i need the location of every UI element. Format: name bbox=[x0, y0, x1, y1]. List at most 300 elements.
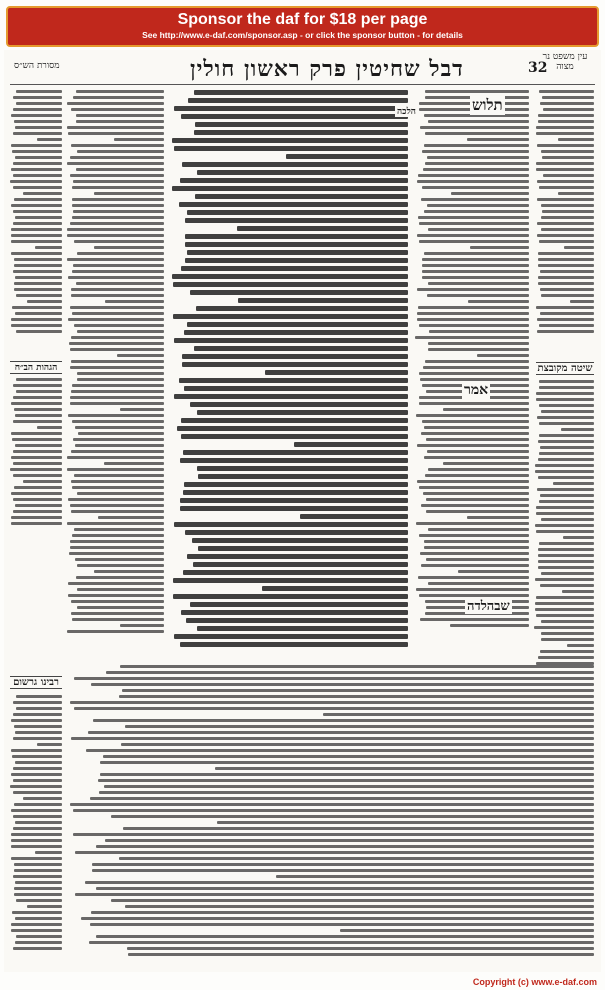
text-line bbox=[71, 510, 164, 513]
text-line bbox=[185, 258, 408, 263]
text-line bbox=[11, 749, 62, 752]
text-line bbox=[14, 408, 62, 411]
text-line bbox=[420, 552, 529, 555]
text-line bbox=[92, 863, 594, 866]
text-line bbox=[11, 845, 62, 848]
text-line bbox=[67, 126, 164, 129]
text-line bbox=[422, 186, 529, 189]
text-line bbox=[72, 186, 164, 189]
text-line bbox=[104, 462, 164, 465]
text-line bbox=[428, 342, 529, 345]
text-line bbox=[286, 154, 408, 159]
text-line bbox=[98, 516, 164, 519]
keyword-shebehaldah: שבהלדה bbox=[467, 599, 510, 614]
text-line bbox=[181, 610, 408, 615]
text-line bbox=[470, 246, 529, 249]
text-line bbox=[16, 378, 62, 381]
text-line bbox=[421, 198, 529, 201]
text-line bbox=[103, 755, 594, 758]
text-line bbox=[181, 114, 408, 119]
text-line bbox=[537, 234, 594, 237]
text-line bbox=[70, 222, 164, 225]
text-line bbox=[11, 432, 62, 435]
text-line bbox=[106, 671, 594, 674]
text-line bbox=[68, 498, 164, 501]
text-line bbox=[419, 534, 529, 537]
text-line bbox=[535, 524, 594, 527]
text-line bbox=[426, 558, 529, 561]
text-line bbox=[428, 528, 529, 531]
text-line bbox=[77, 252, 164, 255]
text-line bbox=[71, 288, 164, 291]
text-line bbox=[537, 198, 594, 201]
text-line bbox=[543, 108, 594, 111]
text-line bbox=[11, 516, 62, 519]
text-line bbox=[197, 626, 408, 631]
text-line bbox=[537, 180, 594, 183]
text-line bbox=[536, 506, 594, 509]
text-line bbox=[72, 534, 164, 537]
text-line bbox=[538, 554, 594, 557]
text-line bbox=[180, 498, 408, 503]
text-line bbox=[416, 414, 529, 417]
text-line bbox=[100, 773, 594, 776]
text-line bbox=[119, 695, 594, 698]
text-line bbox=[172, 138, 408, 143]
text-line bbox=[104, 785, 594, 788]
text-line bbox=[192, 538, 408, 543]
text-line bbox=[276, 875, 594, 878]
text-line bbox=[542, 96, 594, 99]
text-line bbox=[538, 120, 594, 123]
keyword-talush: תלוש bbox=[472, 96, 503, 114]
text-line bbox=[13, 701, 62, 704]
text-line bbox=[428, 282, 529, 285]
text-line bbox=[427, 450, 529, 453]
text-line bbox=[561, 428, 594, 431]
text-line bbox=[429, 330, 529, 333]
text-line bbox=[540, 650, 594, 653]
page-number: 32 bbox=[528, 60, 548, 76]
text-line bbox=[541, 638, 594, 641]
text-line bbox=[421, 504, 529, 507]
text-line bbox=[541, 216, 594, 219]
text-line bbox=[536, 596, 594, 599]
text-line bbox=[186, 618, 408, 623]
text-line bbox=[174, 394, 408, 399]
text-line bbox=[12, 755, 62, 758]
text-line bbox=[13, 875, 62, 878]
text-line bbox=[567, 644, 594, 647]
text-line bbox=[195, 194, 408, 199]
text-line bbox=[72, 270, 164, 273]
rabbeinu-gershom-heading: רבינו גרשום bbox=[10, 676, 62, 689]
text-line bbox=[14, 282, 62, 285]
text-line bbox=[92, 869, 594, 872]
text-line bbox=[76, 576, 164, 579]
text-line bbox=[120, 624, 164, 627]
shita-mekubetzet-heading: שיטה מקובצת bbox=[537, 363, 593, 374]
text-line bbox=[238, 298, 408, 303]
text-line bbox=[538, 548, 594, 551]
text-line bbox=[183, 490, 408, 495]
text-line bbox=[11, 809, 62, 812]
text-line bbox=[70, 504, 164, 507]
text-line bbox=[262, 586, 408, 591]
text-line bbox=[418, 306, 529, 309]
text-line bbox=[117, 354, 164, 357]
text-line bbox=[538, 252, 594, 255]
text-line bbox=[172, 186, 408, 191]
text-line bbox=[11, 929, 62, 932]
text-line bbox=[70, 803, 594, 806]
text-line bbox=[173, 578, 408, 583]
text-line bbox=[539, 380, 594, 383]
text-line bbox=[72, 204, 164, 207]
rabbeinu-gershom-column bbox=[10, 695, 62, 955]
text-line bbox=[185, 218, 408, 223]
text-line bbox=[15, 821, 62, 824]
text-line bbox=[16, 695, 62, 698]
text-line bbox=[10, 785, 62, 788]
text-line bbox=[122, 689, 594, 692]
text-line bbox=[180, 642, 408, 647]
text-line bbox=[13, 510, 62, 513]
text-line bbox=[467, 516, 529, 519]
text-line bbox=[68, 318, 164, 321]
text-line bbox=[73, 180, 164, 183]
text-line bbox=[77, 588, 164, 591]
sponsor-banner-title[interactable]: Sponsor the daf for $18 per page bbox=[177, 11, 428, 28]
text-line bbox=[540, 312, 594, 315]
text-line bbox=[15, 881, 62, 884]
text-line bbox=[300, 514, 408, 519]
copyright-link[interactable]: Copyright (c) www.e-daf.com bbox=[472, 977, 597, 987]
text-line bbox=[11, 456, 62, 459]
text-line bbox=[187, 210, 408, 215]
text-line bbox=[425, 90, 529, 93]
text-line bbox=[111, 815, 594, 818]
text-line bbox=[417, 234, 529, 237]
text-line bbox=[71, 480, 164, 483]
text-line bbox=[75, 426, 164, 429]
text-line bbox=[539, 500, 594, 503]
text-line bbox=[538, 476, 594, 479]
text-line bbox=[73, 210, 164, 213]
text-line bbox=[69, 552, 164, 555]
text-line bbox=[174, 522, 408, 527]
text-line bbox=[75, 851, 594, 854]
text-line bbox=[86, 749, 594, 752]
text-line bbox=[179, 202, 408, 207]
text-line bbox=[96, 845, 594, 848]
text-line bbox=[70, 701, 594, 704]
text-line bbox=[71, 737, 594, 740]
text-line bbox=[70, 546, 164, 549]
text-line bbox=[182, 362, 408, 367]
text-line bbox=[537, 416, 594, 419]
text-line bbox=[428, 468, 529, 471]
text-line bbox=[183, 450, 408, 455]
text-line bbox=[15, 414, 62, 417]
text-line bbox=[558, 138, 594, 141]
text-line bbox=[423, 168, 529, 171]
text-line bbox=[537, 144, 594, 147]
text-line bbox=[540, 584, 594, 587]
text-line bbox=[194, 90, 408, 95]
text-line bbox=[182, 162, 408, 167]
text-line bbox=[541, 572, 594, 575]
text-line bbox=[538, 458, 594, 461]
text-line bbox=[67, 228, 164, 231]
text-line bbox=[88, 731, 594, 734]
text-line bbox=[423, 366, 529, 369]
text-line bbox=[538, 560, 594, 563]
text-line bbox=[536, 306, 594, 309]
text-line bbox=[68, 276, 164, 279]
text-line bbox=[16, 390, 62, 393]
text-line bbox=[536, 126, 594, 129]
text-line bbox=[14, 887, 62, 890]
text-line bbox=[11, 402, 62, 405]
text-line bbox=[125, 725, 594, 728]
text-line bbox=[450, 624, 529, 627]
text-line bbox=[537, 318, 594, 321]
text-line bbox=[184, 330, 408, 335]
text-line bbox=[77, 150, 164, 153]
text-line bbox=[187, 250, 408, 255]
text-line bbox=[535, 602, 594, 605]
text-line bbox=[76, 168, 164, 171]
text-line bbox=[69, 342, 164, 345]
text-line bbox=[265, 370, 408, 375]
text-line bbox=[67, 162, 164, 165]
text-line bbox=[424, 546, 529, 549]
text-line bbox=[114, 138, 164, 141]
text-line bbox=[422, 264, 529, 267]
text-line bbox=[72, 216, 164, 219]
text-line bbox=[428, 228, 529, 231]
text-line bbox=[15, 917, 62, 920]
ein-mishpat-header: עין משפט נר מצוה bbox=[542, 52, 588, 72]
text-line bbox=[538, 258, 594, 261]
text-line bbox=[91, 911, 594, 914]
text-line bbox=[538, 282, 594, 285]
text-line bbox=[182, 354, 408, 359]
text-line bbox=[11, 773, 62, 776]
text-line bbox=[541, 518, 594, 521]
text-line bbox=[535, 608, 594, 611]
text-line bbox=[197, 466, 408, 471]
text-line bbox=[72, 312, 164, 315]
text-line bbox=[536, 132, 594, 135]
masoret-hashas-header: מסורת הש״ס bbox=[14, 61, 60, 71]
text-line bbox=[13, 132, 62, 135]
text-line bbox=[13, 767, 62, 770]
text-line bbox=[426, 438, 529, 441]
text-line bbox=[123, 827, 594, 830]
text-line bbox=[543, 174, 594, 177]
text-line bbox=[180, 506, 408, 511]
keyword-amar: אמר bbox=[464, 382, 489, 398]
shita-mekubetzet-column bbox=[534, 380, 594, 670]
text-line bbox=[539, 434, 594, 437]
text-line bbox=[15, 216, 62, 219]
text-line bbox=[15, 504, 62, 507]
text-line bbox=[425, 360, 529, 363]
text-line bbox=[70, 174, 164, 177]
text-line bbox=[172, 274, 408, 279]
text-line bbox=[14, 869, 62, 872]
text-line bbox=[537, 222, 594, 225]
text-line bbox=[323, 713, 594, 716]
text-line bbox=[11, 234, 62, 237]
text-line bbox=[188, 98, 408, 103]
text-line bbox=[418, 576, 529, 579]
rashi-column bbox=[415, 90, 529, 630]
text-line bbox=[14, 198, 62, 201]
page-title: דבל שחיטין פרק ראשון חולין bbox=[190, 56, 464, 82]
tosafot-column bbox=[66, 90, 164, 638]
text-line bbox=[190, 602, 408, 607]
text-line bbox=[185, 242, 408, 247]
text-line bbox=[89, 941, 594, 944]
text-line bbox=[174, 634, 408, 639]
text-line bbox=[13, 396, 62, 399]
text-line bbox=[536, 168, 594, 171]
ein-mishpat-column bbox=[536, 90, 594, 340]
text-line bbox=[198, 474, 408, 479]
text-line bbox=[539, 90, 594, 93]
text-line bbox=[72, 618, 164, 621]
text-line bbox=[14, 486, 62, 489]
text-line bbox=[539, 324, 594, 327]
text-line bbox=[541, 204, 594, 207]
text-line bbox=[23, 192, 62, 195]
text-line bbox=[187, 322, 408, 327]
gemara-column bbox=[170, 90, 408, 655]
text-line bbox=[417, 180, 529, 183]
text-line bbox=[11, 114, 62, 117]
text-line bbox=[13, 462, 62, 465]
text-line bbox=[537, 330, 594, 333]
text-line bbox=[416, 522, 529, 525]
text-line bbox=[195, 122, 408, 127]
text-line bbox=[13, 713, 62, 716]
text-line bbox=[13, 815, 62, 818]
text-line bbox=[426, 498, 529, 501]
text-line bbox=[536, 162, 594, 165]
text-line bbox=[13, 947, 62, 950]
text-line bbox=[70, 366, 164, 369]
header-divider bbox=[10, 84, 595, 85]
text-line bbox=[15, 761, 62, 764]
text-line bbox=[540, 446, 594, 449]
text-line bbox=[443, 462, 529, 465]
text-line bbox=[74, 677, 594, 680]
text-line bbox=[73, 809, 594, 812]
text-line bbox=[539, 542, 594, 545]
text-line bbox=[427, 204, 529, 207]
text-line bbox=[67, 522, 164, 525]
text-line bbox=[15, 276, 62, 279]
text-line bbox=[73, 438, 164, 441]
text-line bbox=[190, 290, 408, 295]
text-line bbox=[540, 270, 594, 273]
sponsor-banner[interactable] bbox=[6, 6, 599, 47]
text-line bbox=[173, 282, 408, 287]
text-line bbox=[422, 150, 529, 153]
text-line bbox=[11, 923, 62, 926]
text-line bbox=[78, 432, 164, 435]
text-line bbox=[11, 719, 62, 722]
text-line bbox=[70, 156, 164, 159]
text-line bbox=[538, 656, 594, 659]
text-line bbox=[541, 410, 594, 413]
text-line bbox=[419, 486, 529, 489]
text-line bbox=[77, 606, 164, 609]
text-line bbox=[37, 138, 62, 141]
text-line bbox=[179, 378, 408, 383]
text-line bbox=[12, 150, 62, 153]
text-line bbox=[181, 266, 408, 271]
text-line bbox=[428, 582, 529, 585]
sponsor-banner-subtitle[interactable]: See http://www.e-daf.com/sponsor.asp - or click the sponsor button - for details bbox=[142, 30, 463, 40]
text-line bbox=[13, 827, 62, 830]
text-line bbox=[11, 833, 62, 836]
text-line bbox=[73, 96, 164, 99]
text-line bbox=[197, 170, 408, 175]
text-line bbox=[11, 492, 62, 495]
text-line bbox=[425, 132, 529, 135]
text-line bbox=[538, 114, 594, 117]
text-line bbox=[75, 444, 164, 447]
text-line bbox=[14, 725, 62, 728]
text-line bbox=[13, 162, 62, 165]
text-line bbox=[177, 426, 408, 431]
text-line bbox=[14, 863, 62, 866]
text-line bbox=[11, 522, 62, 525]
text-line bbox=[15, 731, 62, 734]
text-line bbox=[294, 442, 408, 447]
text-line bbox=[15, 444, 62, 447]
text-line bbox=[187, 554, 408, 559]
text-line bbox=[72, 384, 164, 387]
text-line bbox=[541, 228, 594, 231]
text-line bbox=[416, 588, 529, 591]
text-line bbox=[71, 294, 164, 297]
text-line bbox=[417, 480, 529, 483]
text-line bbox=[94, 246, 164, 249]
text-line bbox=[70, 396, 164, 399]
text-line bbox=[68, 582, 164, 585]
text-line bbox=[27, 905, 62, 908]
text-line bbox=[536, 512, 594, 515]
text-line bbox=[443, 408, 529, 411]
text-line bbox=[536, 614, 594, 617]
text-line bbox=[10, 468, 62, 471]
text-line bbox=[70, 348, 164, 351]
text-line bbox=[12, 306, 62, 309]
text-line bbox=[121, 743, 594, 746]
text-line bbox=[424, 426, 529, 429]
text-line bbox=[77, 330, 164, 333]
text-line bbox=[77, 372, 164, 375]
text-line bbox=[14, 120, 62, 123]
text-line bbox=[74, 324, 164, 327]
text-line bbox=[173, 594, 408, 599]
text-line bbox=[427, 294, 529, 297]
